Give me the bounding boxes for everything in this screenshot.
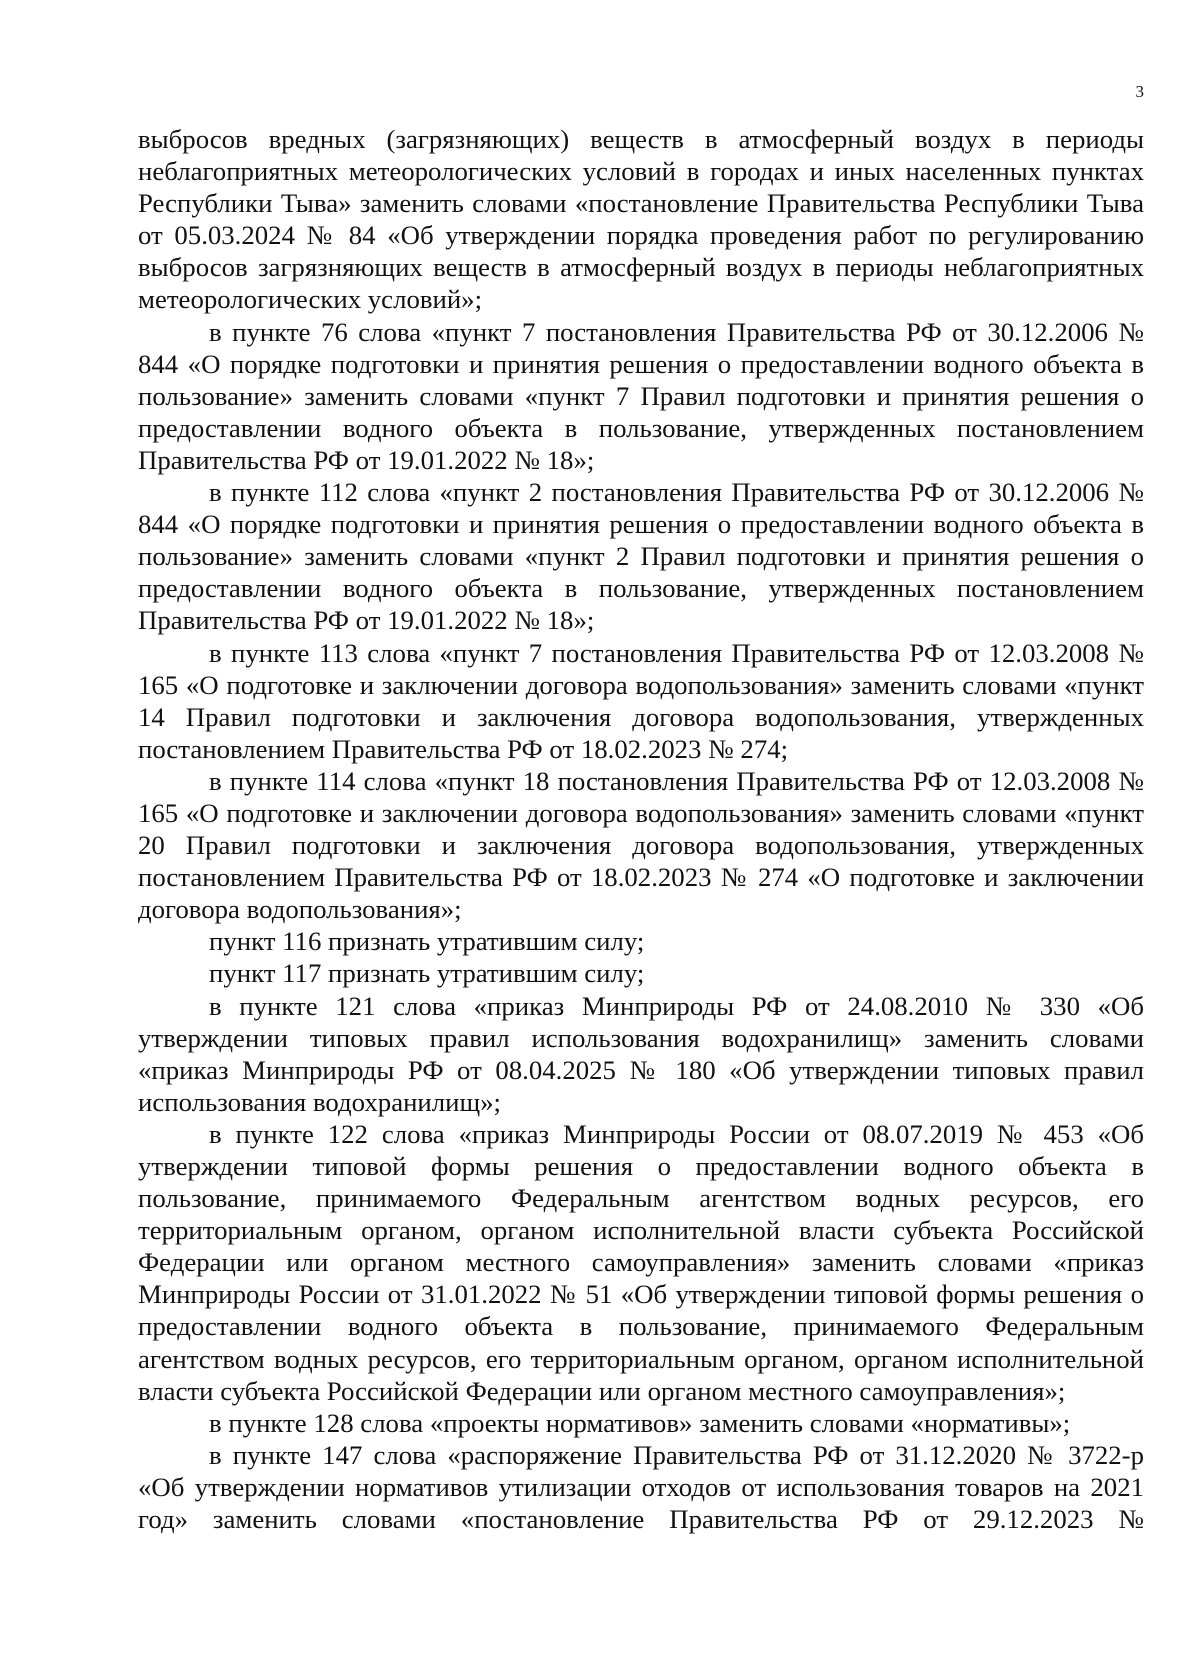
- paragraph: пункт 117 признать утратившим силу;: [209, 958, 645, 989]
- paragraph: в пункте 113 слова «пункт 7 постановления Правительства РФ от 12.03.2008 № 165 «О подготовке и заключении договора водопользования» заменить словами «пункт 14 Правил подготовки и заключения договора водопользования, утвержденных постановлением Правительства РФ от 18.02.2023 № 274;: [138, 637, 1144, 764]
- paragraph: выбросов вредных (загрязняющих) веществ в атмосферный воздух в периоды неблагоприятных метеорологических условий в городах и иных населенных пунктах Республики Тыва» заменить словами «постановление Правительства Республики Тыва от 05.03.2024 № 84 «Об утверждении порядка проведения работ по регулированию выбросов загрязняющих веществ в атмосферный воздух в периоды неблагоприятных метеорологических условий»;: [138, 124, 1144, 315]
- paragraph: в пункте 122 слова «приказ Минприроды России от 08.07.2019 № 453 «Об утверждении типовой формы решения о предоставлении водного объекта в пользование, принимаемого Федеральным агентством водных ресурсов, его территориальным органом, органом исполнительной власти субъекта Российской Федерации или органом местного самоуправления» заменить словами «приказ Минприроды России от 31.01.2022 № 51 «Об утверждении типовой формы решения о предоставлении водного объекта в пользование, принимаемого Федеральным агентством водных ресурсов, его территориальным органом, органом исполнительной власти субъекта Российской Федерации или органом местного самоуправления»;: [138, 1118, 1144, 1406]
- paragraph: в пункте 147 слова «распоряжение Правительства РФ от 31.12.2020 № 3722-р «Об утверждении нормативов утилизации отходов от использования товаров на 2021 год» заменить словами «постановление Правительства РФ от 29.12.2023 №: [138, 1439, 1144, 1535]
- page-number: 3: [1135, 82, 1144, 101]
- paragraph: в пункте 112 слова «пункт 2 постановления Правительства РФ от 30.12.2006 № 844 «О порядке подготовки и принятия решения о предоставлении водного объекта в пользование» заменить словами «пункт 2 Правил подготовки и принятия решения о предоставлении водного объекта в пользование, утвержденных постановлением Правительства РФ от 19.01.2022 № 18»;: [138, 477, 1144, 636]
- paragraph: в пункте 128 слова «проекты нормативов» заменить словами «нормативы»;: [209, 1407, 1071, 1438]
- paragraph: в пункте 76 слова «пункт 7 постановления Правительства РФ от 30.12.2006 № 844 «О порядке подготовки и принятия решения о предоставлении водного объекта в пользование» заменить словами «пункт 7 Правил подготовки и принятия решения о предоставлении водного объекта в пользование, утвержденных постановлением Правительства РФ от 19.01.2022 № 18»;: [138, 316, 1144, 475]
- document-body: [138, 123, 1144, 1535]
- paragraph: в пункте 114 слова «пункт 18 постановления Правительства РФ от 12.03.2008 № 165 «О подготовке и заключении договора водопользования» заменить словами «пункт 20 Правил подготовки и заключения договора водопользования, утвержденных постановлением Правительства РФ от 18.02.2023 № 274 «О подготовке и заключении договора водопользования»;: [138, 765, 1144, 925]
- paragraph: в пункте 121 слова «приказ Минприроды РФ от 24.08.2010 № 330 «Об утверждении типовых правил использования водохранилищ» заменить словами «приказ Минприроды РФ от 08.04.2025 № 180 «Об утверждении типовых правил использования водохранилищ»;: [138, 990, 1144, 1117]
- paragraph: пункт 116 признать утратившим силу;: [209, 926, 645, 957]
